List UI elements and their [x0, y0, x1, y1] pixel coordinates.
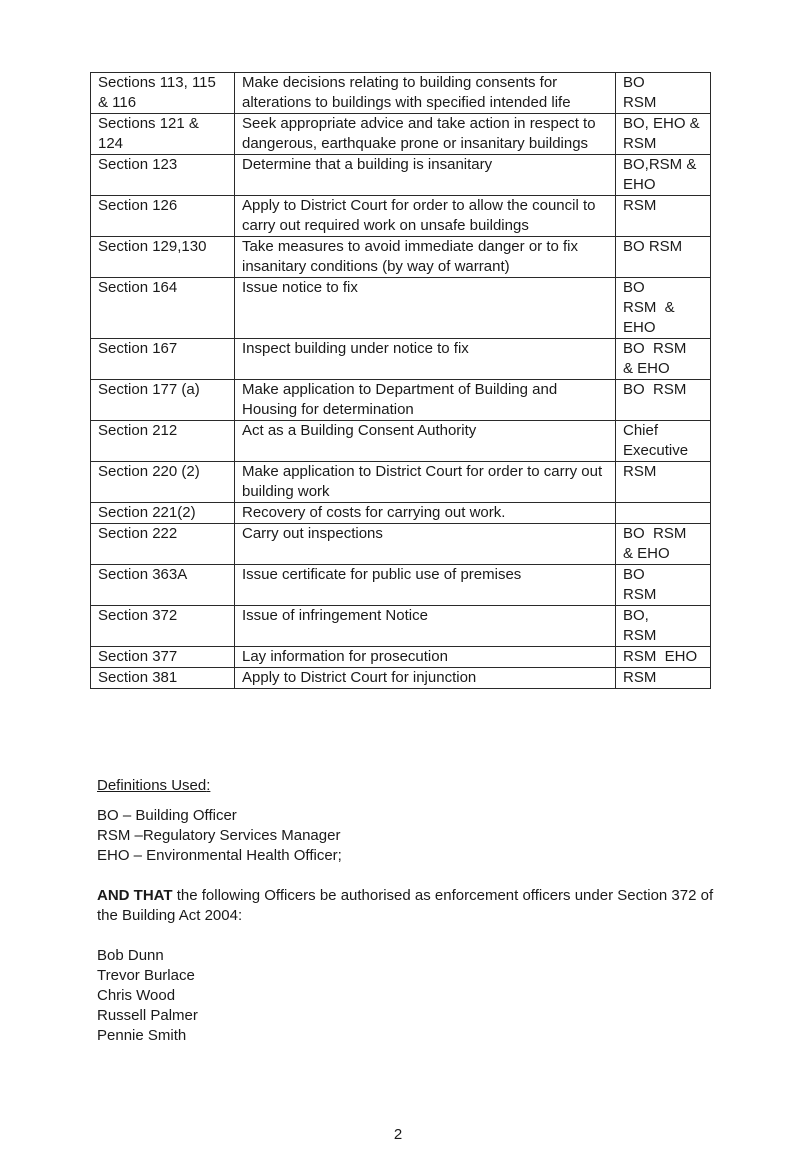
officer-cell: [616, 462, 711, 503]
officer-cell: [616, 565, 711, 606]
section-cell: Section 220 (2): [91, 462, 235, 503]
action-cell: Determine that a building is insanitary: [235, 155, 616, 196]
section-cell: Section 129,130: [91, 237, 235, 278]
table-row: [91, 196, 711, 237]
table-row: [91, 73, 711, 114]
action-cell: Carry out inspections: [235, 524, 616, 565]
table-row: [91, 237, 711, 278]
officer-cell: [616, 237, 711, 278]
action-cell: Issue of infringement Notice: [235, 606, 616, 647]
resolution-lead: AND THAT: [97, 887, 173, 904]
officer-line: BO: [623, 566, 645, 583]
section-cell: Section 212: [91, 421, 235, 462]
officer-line: RSM: [623, 197, 657, 214]
action-cell: Apply to District Court for injunction: [235, 668, 616, 689]
officer-line: RSM: [623, 94, 657, 111]
officer-cell: [616, 503, 711, 524]
definition-item: EHO – Environmental Health Officer;: [97, 847, 342, 864]
action-cell: Act as a Building Consent Authority: [235, 421, 616, 462]
action-cell: Take measures to avoid immediate danger or to fix insanitary conditions (by way of warrant): [235, 237, 616, 278]
section-cell: Section 221(2): [91, 503, 235, 524]
officer-list: [97, 946, 717, 1046]
officer-line: RSM: [623, 463, 657, 480]
officer-cell: [616, 668, 711, 689]
officer-line: BO,RSM &: [623, 156, 697, 173]
section-cell: Sections 113, 115 & 116: [91, 73, 235, 114]
section-cell: Section 126: [91, 196, 235, 237]
section-cell: Section 222: [91, 524, 235, 565]
officer-line: BO RSM: [623, 525, 687, 542]
action-cell: Make decisions relating to building consents for alterations to buildings with specified intended life: [235, 73, 616, 114]
officer-cell: [616, 339, 711, 380]
officer-line: RSM: [623, 586, 657, 603]
definitions-heading-text: Definitions Used: [97, 777, 207, 794]
table-row: [91, 278, 711, 339]
section-cell: Section 123: [91, 155, 235, 196]
officer-line: & EHO: [623, 360, 670, 377]
officer-cell: [616, 647, 711, 668]
officer-line: EHO: [623, 319, 656, 336]
officer-cell: [616, 380, 711, 421]
officer-line: BO, EHO &: [623, 115, 700, 132]
officer-line: [623, 503, 704, 523]
table-row: [91, 114, 711, 155]
table-row: [91, 668, 711, 689]
table-row: [91, 503, 711, 524]
officer-line: BO,: [623, 607, 649, 624]
officer-name: Russell Palmer: [97, 1007, 198, 1024]
officer-line: EHO: [623, 176, 656, 193]
resolution-paragraph: [97, 886, 717, 926]
section-cell: Section 363A: [91, 565, 235, 606]
officer-cell: [616, 196, 711, 237]
officer-line: Chief: [623, 422, 659, 439]
officer-line: BO: [623, 74, 645, 91]
definitions-heading-colon: :: [206, 777, 211, 794]
table-row: [91, 421, 711, 462]
officer-name: Pennie Smith: [97, 1027, 187, 1044]
action-cell: Issue certificate for public use of premises: [235, 565, 616, 606]
action-cell: Make application to District Court for order to carry out building work: [235, 462, 616, 503]
section-cell: Section 164: [91, 278, 235, 339]
officer-cell: [616, 155, 711, 196]
officer-line: BO RSM: [623, 340, 687, 357]
table-row: [91, 339, 711, 380]
table-row: [91, 462, 711, 503]
officer-cell: [616, 278, 711, 339]
officer-line: RSM: [623, 669, 657, 686]
definitions-section: [97, 776, 717, 1046]
section-cell: Section 177 (a): [91, 380, 235, 421]
section-cell: Section 372: [91, 606, 235, 647]
section-cell: Section 377: [91, 647, 235, 668]
action-cell: Make application to Department of Building and Housing for determination: [235, 380, 616, 421]
officer-line: Executive: [623, 442, 689, 459]
delegations-table: [90, 72, 711, 689]
action-cell: Issue notice to fix: [235, 278, 616, 339]
section-cell: Section 167: [91, 339, 235, 380]
table-row: [91, 524, 711, 565]
delegations-table-body: [91, 73, 711, 689]
officer-cell: [616, 73, 711, 114]
officer-line: RSM: [623, 135, 657, 152]
table-row: [91, 565, 711, 606]
officer-cell: [616, 606, 711, 647]
officer-line: RSM: [623, 627, 657, 644]
action-cell: Apply to District Court for order to allow the council to carry out required work on unsafe buildings: [235, 196, 616, 237]
officer-line: & EHO: [623, 545, 670, 562]
officer-line: BO: [623, 279, 645, 296]
action-cell: Inspect building under notice to fix: [235, 339, 616, 380]
action-cell: Recovery of costs for carrying out work.: [235, 503, 616, 524]
resolution-text: the following Officers be authorised as enforcement officers under Section 372 of the Building Act 2004:: [97, 887, 714, 924]
table-row: [91, 606, 711, 647]
officer-cell: [616, 524, 711, 565]
section-cell: Sections 121 & 124: [91, 114, 235, 155]
definition-item: BO – Building Officer: [97, 807, 237, 824]
officer-name: Trevor Burlace: [97, 967, 195, 984]
definitions-heading: [97, 776, 717, 796]
action-cell: Seek appropriate advice and take action in respect to dangerous, earthquake prone or insanitary buildings: [235, 114, 616, 155]
page-number: 2: [393, 1126, 403, 1143]
officer-line: RSM &: [623, 299, 675, 316]
officer-name: Bob Dunn: [97, 947, 164, 964]
definition-item: RSM –Regulatory Services Manager: [97, 827, 341, 844]
officer-line: RSM EHO: [623, 648, 698, 665]
table-row: [91, 647, 711, 668]
table-row: [91, 380, 711, 421]
officer-line: BO RSM: [623, 381, 687, 398]
section-cell: Section 381: [91, 668, 235, 689]
officer-line: BO RSM: [623, 238, 683, 255]
table-row: [91, 155, 711, 196]
officer-cell: [616, 421, 711, 462]
action-cell: Lay information for prosecution: [235, 647, 616, 668]
officer-name: Chris Wood: [97, 987, 176, 1004]
officer-cell: [616, 114, 711, 155]
